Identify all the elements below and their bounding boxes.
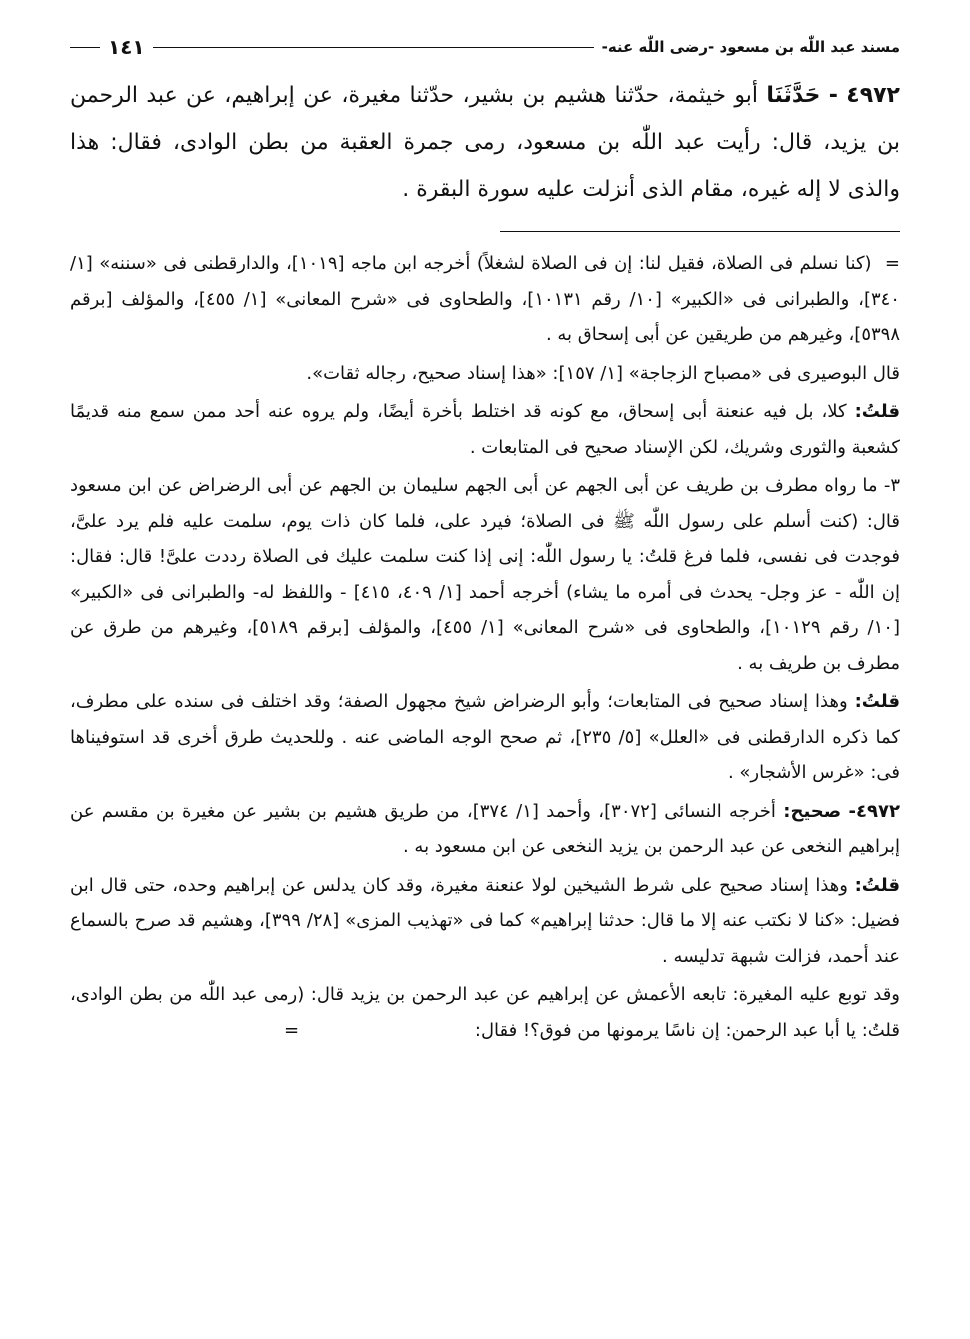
footnote-separator [500,231,900,232]
footnote-paragraph [70,394,900,465]
footnote-number: ٤٩٧٢- [848,800,900,822]
footnote-paragraph [70,684,900,791]
running-title: مسند عبد اللّٰه بن مسعود -رضى اللّٰه عنه- [601,38,900,56]
hadith-body: أبو خيثمة، حدّثنا هشيم بن بشير، حدّثنا مغيرة، عن إبراهيم، عن عبد الرحمن بن يزيد، قال: رأيت عبد اللّٰه بن مسعود، رمى جمرة العقبة من بطن الوادى، فقال: هذا والذى لا إله غيره، مقام الذى أنزلت عليه سورة البقرة . [70,83,900,202]
hadith-number: ٤٩٧٢ [846,83,900,108]
footnote-text: وهذا إسناد صحيح على شرط الشيخين لولا عنعنة مغيرة، وقد كان يدلس عن إبراهيم وحده، حتى قال ابن فضيل: «كنا لا نكتب عنه إلا ما قال: حدثنا إبراهيم» كما فى «تهذيب المزى» [٢٨/ ٣٩٩]، وهشيم قد صرح بالسماع عند أحمد، فزالت شبهة تدليسه . [70,874,900,967]
footnote-text: وهذا إسناد صحيح فى المتابعات؛ وأبو الرضراض شيخ مجهول الصفة؛ وقد اختلف فى سنده على مطرف، كما ذكره الدارقطنى فى «العلل» [٥/ ٢٣٥]، ثم صحح الوجه الماضى عنه . وللحديث طرق أخرى قد استوفيناها فى: «غرس الأشجار» . [70,691,900,783]
footnote-text: كلا، بل فيه عنعنة أبى إسحاق، مع كونه قد اختلط بأخرة أيضًا، ولم يروه عنه أحد ممن سمع منه قديمًا كشعبة والثورى وشريك، لكن الإسناد صحيح فى المتابعات . [70,401,900,458]
end-mark: = [284,1019,300,1041]
footnote-paragraph [70,246,900,353]
footnote-keyword: قلتُ: [854,401,900,422]
footnote-text: (كنا نسلم فى الصلاة، فقيل لنا: إن فى الصلاة لشغلاً) أخرجه ابن ماجه [١٠١٩]، والدارقطنى فى «سننه» [١/ ٣٤٠]، والطبرانى فى «الكبير» [١٠/ رقم ١٠١٣١]، والطحاوى فى «شرح المعانى» [١/ ٤٥٥]، والمؤلف [برقم ٥٣٩٨]، وغيرهم من طريقين عن أبى إسحاق به . [70,253,900,345]
footnote-text: وقد توبع عليه المغيرة: تابعه الأعمش عن إبراهيم عن عبد الرحمن بن يزيد قال: (رمى عبد اللّٰه من بطن الوادى، قلتُ: يا أبا عبد الرحمن: إن ناسًا يرمونها من فوق؟! فقال: [70,984,900,1041]
footnote-paragraph [70,356,900,392]
footnote-paragraph [70,794,900,865]
footnote-keyword: صحيح: [783,800,842,822]
footnote-text: قال البوصيرى فى «مصباح الزجاجة» [١/ ١٥٧]: «هذا إسناد صحيح، رجاله ثقات». [306,362,900,384]
footnote-paragraph [70,468,900,681]
header-dash [70,47,100,48]
hadith-dash: - [828,83,838,108]
footnote-paragraph [70,868,900,975]
continuation-mark: = [884,253,901,274]
footnotes [70,246,900,1048]
footnote-text: أخرجه النسائى [٣٠٧٢]، وأحمد [١/ ٣٧٤]، من طريق هشيم بن بشير عن مغيرة بن مقسم عن إبراهيم النخعى عن عبد الرحمن بن يزيد النخعى عن ابن مسعود به . [70,800,900,857]
footnote-text: ٣- ما رواه مطرف بن طريف عن أبى الجهم عن أبى الجهم سليمان بن الجهم عن أبى الرضراض عن ابن مسعود قال: (كنت أسلم على رسول اللّٰه ﷺ فى الصلاة؛ فيرد على، فلما كان ذات يوم، سلمت عليه فلم يرد علىَّ، فوجدت فى نفسى، فلما فرغ قلتُ: يا رسول اللّٰه: إنى إذا كنت سلمت عليك فى الصلاة رددت علىَّ! قال: فقال: إن اللّٰه - عز وجل- يحدث فى أمره ما يشاء) أخرجه أحمد [١/ ٤٠٩، ٤١٥] - واللفظ له- والطبرانى فى «الكبير» [١٠/ رقم ١٠١٢٩]، والطحاوى فى «شرح المعانى» [١/ ٤٥٥]، والمؤلف [برقم ٥١٨٩]، وغيرهم من طرق عن مطرف بن طريف به . [70,475,900,674]
running-header [70,30,900,64]
hadith-text [70,72,900,213]
hadith-keyword: حَدَّثَنَا [766,83,821,108]
footnote-paragraph [70,977,900,1048]
footnote-keyword: قلتُ: [854,874,900,896]
footnote-keyword: قلتُ: [854,691,900,712]
header-rule [153,47,594,48]
page-number: ١٤١ [108,35,145,59]
page [70,30,900,1051]
